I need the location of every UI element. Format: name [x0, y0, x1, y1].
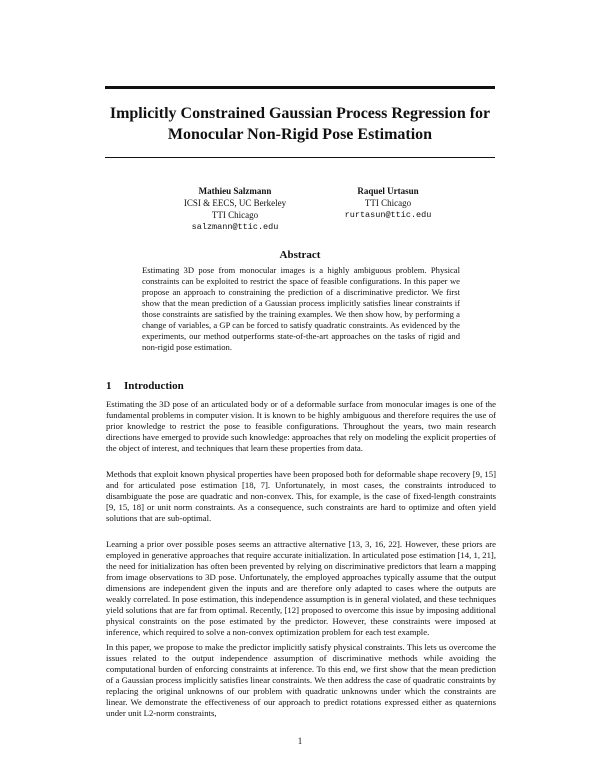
author-name: Raquel Urtasun	[357, 186, 419, 196]
body-paragraph: Learning a prior over possible poses seems an attractive alternative [13, 3, 16, 22]. However, these priors are employed in generative approaches that require accurate initialization. In articulated pose estimation [14, 1, 21], the need for initialization has often been prevented by relying on discriminative predictors that learn a mapping from image observations to 3D pose. Unfortunately, the employed approaches typically assume that the output dimensions are independent given the inputs and are therefore only adapted to cases where the outputs are weakly correlated. In pose estimation, this independence assumption is in general violated, and these techniques yield solutions that are far from optimal. Recently, [12] proposed to overcome this issue by imposing additional physical constraints on the pose estimated by the predictor. However, these constraints were imposed at inference, which required to solve a non-convex optimization problem for each test example.	[106, 539, 496, 637]
page-number: 1	[297, 736, 303, 746]
body-paragraph: Estimating the 3D pose of an articulated body or of a deformable surface from monocular images is one of the fundamental problems in computer vision. It is known to be highly ambiguous and therefore requires the use of prior knowledge to restrict the pose to feasible configurations. Throughout the years, two main research directions have emerged to provide such knowledge: approaches that rely on modeling the explicit properties of the object of interest, and techniques that learn these properties from data.	[106, 399, 496, 453]
section-number: 1	[106, 380, 112, 392]
abstract-heading: Abstract	[279, 249, 321, 261]
body-paragraph: In this paper, we propose to make the predictor implicitly satisfy physical constraints. This lets us overcome the issues related to the output independence assumption of discriminative methods while avoiding the computational burden of enforcing constraints at inference. To this end, we first show that the mean prediction of a Gaussian process implicitly satisfies linear constraints. We then address the case of quadratic constraints by replacing the original unknowns of our problem with quadratic unknowns under which the constraints are linear. We demonstrate the effectiveness of our approach to predict rotations expressed either as quaternions under unit L2-norm constraints,	[106, 642, 496, 718]
author-affiliation: TTI Chicago	[364, 198, 412, 208]
author-email: salzmann@ttic.edu	[191, 222, 279, 232]
section-heading	[106, 380, 184, 392]
author-affiliation: ICSI & EECS, UC Berkeley	[183, 198, 287, 208]
section-title: Introduction	[124, 380, 184, 392]
title-bottom-rule	[105, 157, 495, 158]
abstract-text: Estimating 3D pose from monocular images is a highly ambiguous problem. Physical constraints can be exploited to restrict the space of feasible configurations. In this paper we propose an approach to constraining the prediction of a discriminative predictor. We first show that the mean prediction of a Gaussian process implicitly satisfies linear constraints if those constraints are satisfied by the training examples. We then show how, by performing a change of variables, a GP can be forced to satisfy quadratic constraints. As evidenced by the experiments, our method outperforms state-of-the-art approaches on the tasks of rigid and non-rigid pose estimation.	[142, 265, 460, 352]
author-name: Mathieu Salzmann	[198, 186, 272, 196]
title-top-rule	[105, 86, 495, 89]
body-paragraph: Methods that exploit known physical properties have been proposed both for deformable shape recovery [9, 15] and for articulated pose estimation [18, 7]. Unfortunately, in most cases, the constraints introduced to disambiguate the pose are quadratic and non-convex. This, for example, is the case of fixed-length constraints [9, 15, 18] or unit norm constraints. As a consequence, such constraints are hard to optimize and often yield solutions that are sub-optimal.	[106, 469, 496, 523]
author-institution: TTI Chicago	[211, 210, 259, 220]
paper-title: Implicitly Constrained Gaussian Process Regression for Monocular Non-Rigid Pose Estimation	[109, 105, 491, 143]
author-email: rurtasun@ttic.edu	[344, 210, 432, 220]
author-block-2	[288, 185, 488, 221]
